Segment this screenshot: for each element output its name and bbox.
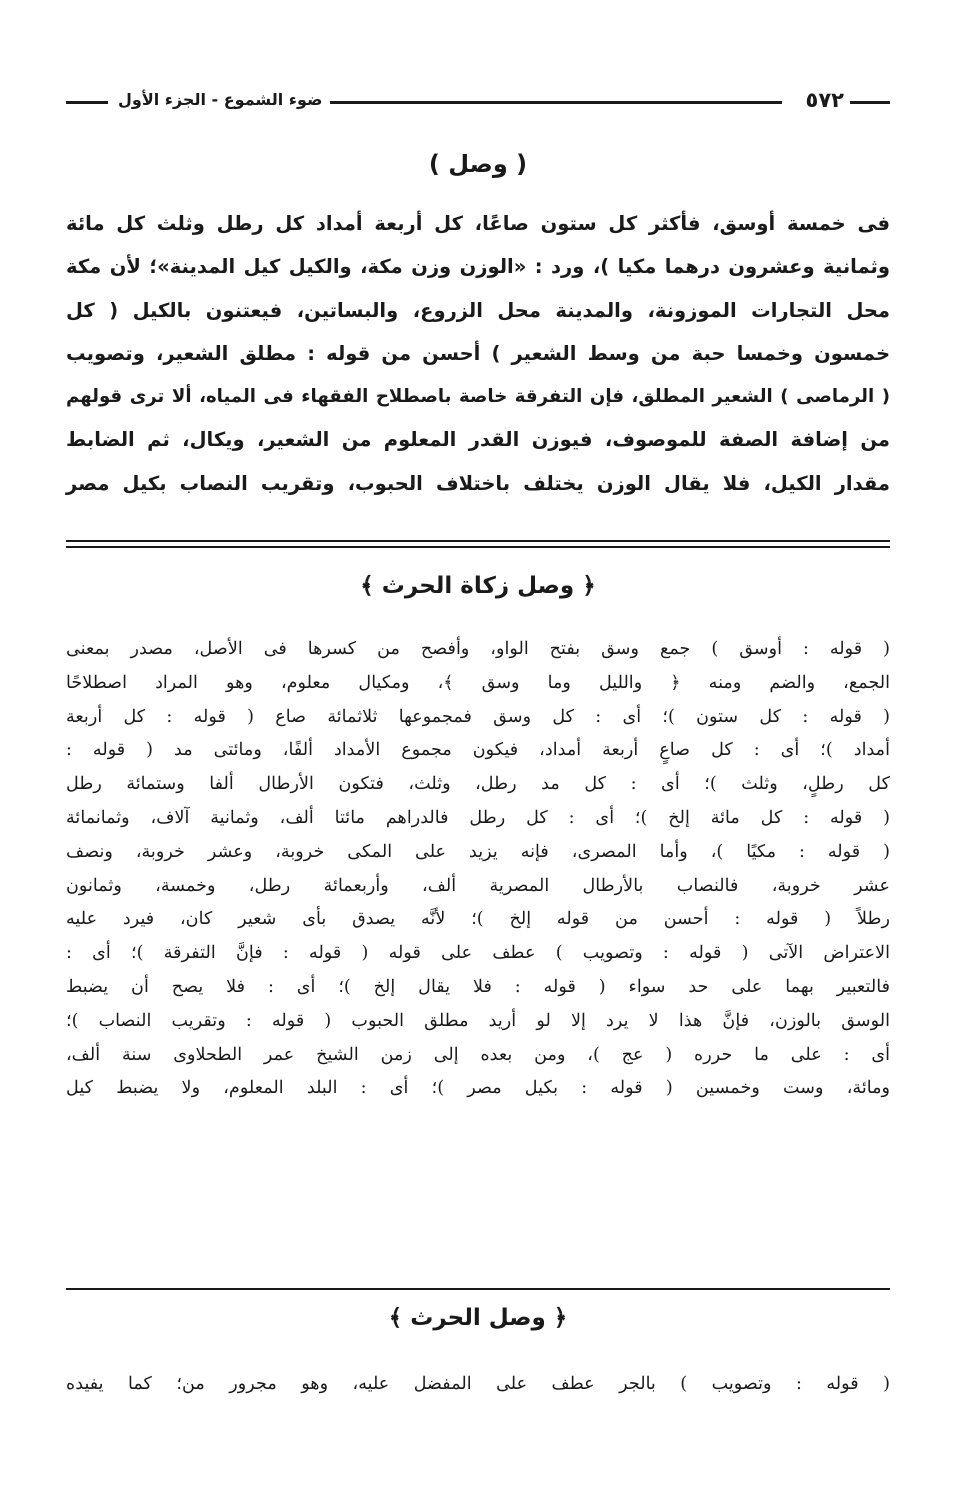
main-heading: ( وصل ) <box>428 150 528 178</box>
commentary-line: الاعتراض الآتى ( قوله : وتصويب ) عطف على قوله ( قوله : فإنَّ التفرقة )؛ أى : <box>66 943 890 964</box>
main-line: وثمانية وعشرون درهما مكيا )، ورد : «الوزن وزن مكة، والكيل كيل المدينة»؛ لأن مكة <box>66 255 890 279</box>
main-line: ( الرماصى ) الشعير المطلق، فإن التفرقة خاصة باصطلاح الفقهاء فى المياه، ألا ترى قولهم <box>66 386 890 408</box>
commentary2-text-block <box>66 1368 890 1402</box>
commentary2-heading: ﴿ وصل الحرث ﴾ <box>388 1305 568 1331</box>
commentary-line: ( قوله : كل مائة إلخ )؛ أى : كل رطل فالدراهم مائتا ألف، وثمانية آلاف، وثمانمائة <box>66 807 890 828</box>
main-line: محل التجارات الموزونة، والمدينة محل الزروع، والبساتين، فيعتنون بالكيل ( كل <box>66 298 890 322</box>
main-text-block <box>66 202 890 505</box>
main-line: خمسون وخمسا حبة من وسط الشعير ) أحسن من قوله : مطلق الشعير، وتصويب <box>66 341 890 365</box>
header-rule-middle <box>330 101 782 104</box>
commentary-heading: ﴿ وصل زكاة الحرث ﴾ <box>360 573 596 599</box>
commentary-line: كل رطلٍ، وثلث )؛ أى : كل مد رطل، وثلث، فتكون الأرطال ألفا وستمائة رطل <box>66 774 890 795</box>
main-text-divider <box>66 540 890 548</box>
commentary-divider <box>66 1288 890 1290</box>
commentary-line: عشر خروبة، فالنصاب بالأرطال المصرية ألف، وأربعمائة رطل، وخمسة، وثمانون <box>66 875 890 896</box>
commentary-line: الوسق بالوزن، فإنَّ هذا لا يرد إلا لو أريد مطلق الحبوب ( قوله : وتقريب النصاب )؛ <box>66 1010 890 1031</box>
main-line: مقدار الكيل، فلا يقال الوزن يختلف باختلاف الحبوب، وتقريب النصاب بكيل مصر <box>66 471 890 495</box>
commentary-text-block <box>66 633 890 1106</box>
commentary-line: ( قوله : أوسق ) جمع وسق بفتح الواو، وأفصح من كسرها فى الأصل، مصدر بمعنى <box>66 639 890 659</box>
main-line: فى خمسة أوسق، فأكثر كل ستون صاعًا، كل أربعة أمداد كل رطل وثلث كل مائة <box>66 212 890 235</box>
main-line: من إضافة الصفة للموصوف، فيوزن القدر المعلوم من الشعير، ويكال، ثم الضابط <box>66 428 890 452</box>
page-number: ٥٧٢ <box>805 88 844 112</box>
commentary-line: أمداد )؛ أى : كل صاعٍ أربعة أمداد، فيكون مجموع الأمداد ألفًا، ومائتى مد ( قوله : <box>66 740 890 761</box>
commentary-line: رطلاً ( قوله : أحسن من قوله إلخ )؛ لأنَّه يصدق بأى شعير كان، فيرد عليه <box>66 909 890 930</box>
commentary-line: أى : على ما حرره ( عج )، ومن بعده إلى زمن الشيخ عمر الطحلاوى سنة ألف، <box>66 1044 890 1065</box>
commentary-line: ( قوله : وتصويب ) بالجر عطف على المفضل عليه، وهو مجرور من؛ كما يفيده <box>66 1374 890 1394</box>
commentary-line: ( قوله : مكيًا )، وأما المصرى، فإنه يزيد على المكى خروبة، وعشر خروبة، ونصف <box>66 841 890 862</box>
header-rule-right <box>850 101 890 104</box>
commentary-line: فالتعبير بهما على حد سواء ( قوله : فلا يقال إلخ )؛ أى : فلا يصح أن يضبط <box>66 976 890 997</box>
running-header <box>66 86 890 118</box>
commentary-line: ( قوله : كل ستون )؛ أى : كل وسق فمجموعها ثلاثمائة صاع ( قوله : كل أربعة <box>66 706 890 727</box>
book-title: ضوء الشموع - الجزء الأول <box>118 90 323 109</box>
commentary-line: الجمع، والضم ومنه ﴿ والليل وما وسق ﴾، ومكيال معلوم، وهو المراد اصطلاحًا <box>66 672 890 693</box>
header-rule-left <box>66 101 108 104</box>
commentary-line: ومائة، وست وخمسين ( قوله : بكيل مصر )؛ أى : البلد المعلوم، ولا يضبط كيل <box>66 1078 890 1099</box>
